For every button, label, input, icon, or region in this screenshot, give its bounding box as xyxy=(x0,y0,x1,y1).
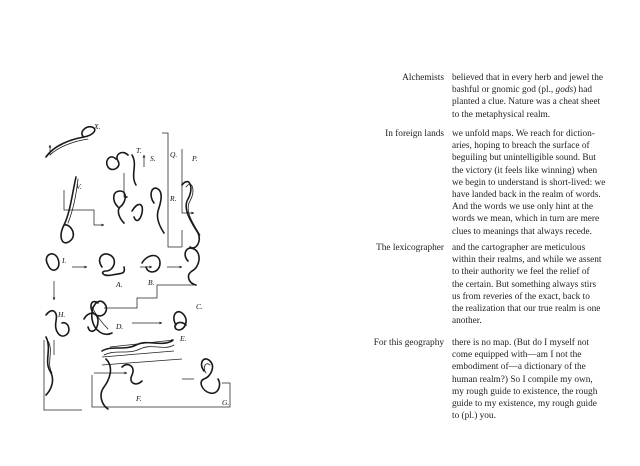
label-r: R. xyxy=(170,194,177,203)
definition-line: another. xyxy=(452,316,482,327)
definition-line: beguiling but unintelligible sound. But xyxy=(452,153,596,164)
label-g: G. xyxy=(222,398,230,407)
flowchart-illustration xyxy=(32,115,280,420)
definition-line: and the cartographer are meticulous xyxy=(452,243,586,253)
definition-line: the certain. But something always stirs xyxy=(452,279,597,290)
definition-line: guide to my existence, my rough guide xyxy=(452,399,597,410)
label-c: C. xyxy=(196,302,203,311)
definition-line: to (pl.) you. xyxy=(452,411,496,422)
definition-line: to the metaphysical realm. xyxy=(452,109,551,120)
definition-line: clues to meanings that always recede. xyxy=(452,226,592,237)
definition-line: there is no map. (But do I myself not xyxy=(452,338,590,348)
definition-line: within their realms, and while we assent xyxy=(452,255,602,266)
label-x: X. xyxy=(94,122,101,131)
label-e: E. xyxy=(180,334,187,343)
entry-definition xyxy=(452,337,608,422)
definition-line: planted a clue. Nature was a cheat sheet xyxy=(452,97,601,108)
definition-line: we unfold maps. We reach for diction- xyxy=(452,129,595,139)
definition-line: my rough guide to existence, the rough xyxy=(452,386,598,397)
italic-word: gods xyxy=(555,85,574,96)
definition-line: we begin to understand is short-lived: we xyxy=(452,177,606,188)
entry-term: In foreign lands xyxy=(385,129,444,139)
definition-line: have landed back in the realm of words. xyxy=(452,190,601,201)
figure-labels xyxy=(57,122,229,407)
label-p: P. xyxy=(192,154,198,163)
definition-line: embodiment of—a dictionary of the xyxy=(452,362,586,373)
label-i: I. xyxy=(62,256,67,265)
definition-line: us from reveries of the exact, back to xyxy=(452,291,590,302)
definition-line: the victory (it feels like winning) when xyxy=(452,165,598,176)
definition-line: aries, hoping to breach the surface of xyxy=(452,141,590,152)
definition-line: human realm?) So I compile my own, xyxy=(452,374,593,385)
label-b: B. xyxy=(148,278,155,287)
wiggle-shapes xyxy=(46,127,220,409)
definition-line: to their authority we feel the relief of xyxy=(452,267,590,278)
label-d: D. xyxy=(116,322,124,331)
definition-line: believed that in every herb and jewel the xyxy=(452,73,604,83)
definition-line: come equipped with—am I not the xyxy=(452,350,582,361)
definition-line: bashful or gnomic god (pl., gods) had xyxy=(452,85,592,96)
flowchart-drawing xyxy=(32,115,280,420)
entry-definition xyxy=(452,242,608,327)
label-a: A. xyxy=(116,280,123,289)
label-t: T. xyxy=(136,146,142,155)
label-q: Q. xyxy=(170,150,178,159)
label-s: S. xyxy=(150,154,156,163)
entry-term: Alchemists xyxy=(402,73,444,83)
entry-term: The lexicographer xyxy=(376,243,444,253)
definition-line: words we mean, which in turn are mere xyxy=(452,214,600,225)
entry-definition xyxy=(452,128,608,238)
definition-line: the realization that our true realm is one xyxy=(452,304,601,315)
entry-term: For this geography xyxy=(373,338,444,348)
label-h: H. xyxy=(58,310,66,319)
definition-line: And the words we use only hint at the xyxy=(452,202,593,213)
label-f: F. xyxy=(136,394,142,403)
entry-definition xyxy=(452,72,608,121)
label-v: V. xyxy=(76,182,82,191)
